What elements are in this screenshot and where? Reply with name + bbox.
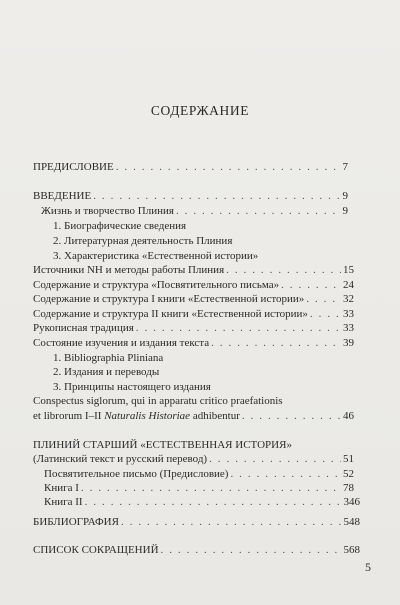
toc-page-number: 568 [343,544,360,556]
toc-label: Источники NH и методы работы Плиния [33,264,225,276]
toc-entry-study [33,337,354,350]
toc-page-number: 39 [343,337,354,349]
toc-label: Книга II [44,496,83,508]
toc-page-number: 78 [343,482,354,494]
toc-label: (Латинский текст и русский перевод) [33,453,208,465]
toc-page-number: 548 [343,516,360,528]
toc-subentry-literary: 2. Литературная деятельность Плиния [53,235,233,247]
page-title: СОДЕРЖАНИЕ [150,103,250,118]
dot-leader [136,322,341,335]
conspectus-text-a: et librorum I–II [33,410,105,422]
page-number: 5 [365,560,371,574]
dot-leader [161,544,342,557]
toc-entry-dedication-structure [33,279,354,292]
conspectus-italic-title: Naturalis Historiae [104,410,191,422]
dot-leader [306,293,341,306]
toc-subentry-characteristics: 3. Характеристика «Естественной истории» [53,250,259,262]
toc-label: Содержание и структура II книги «Естественной истории» [33,308,308,320]
toc-entry-bibliography [33,516,360,529]
toc-entry-pliny [33,453,354,466]
toc-label: Жизнь и творчество Плиния [41,205,174,217]
toc-entry-book2-structure [33,308,354,321]
toc-page-number: 52 [343,468,354,480]
toc-page-number: 24 [343,279,354,291]
toc-entry-sources [33,264,354,277]
toc-page-number: 46 [343,410,354,422]
dot-leader [176,205,341,218]
toc-label: ПРЕДИСЛОВИЕ [33,161,114,173]
dot-leader [211,337,341,350]
toc-label: Рукописная традиция [33,322,134,334]
toc-entry-introduction [33,190,348,203]
toc-subentry-editions: 2. Издания и переводы [53,366,160,378]
toc-entry-preface [33,161,348,174]
toc-section-pliny-title: ПЛИНИЙ СТАРШИЙ «ЕСТЕСТВЕННАЯ ИСТОРИЯ» [33,439,292,451]
toc-label [33,410,240,423]
toc-subentry-bibliographia: 1. Bibliographia Pliniana [53,352,164,364]
toc-page-number: 33 [343,322,354,334]
toc-label: Состояние изучения и издания текста [33,337,210,349]
toc-page-number: 32 [343,293,354,305]
toc-entry-abbreviations [33,544,360,557]
dot-leader [85,496,342,509]
dot-leader [93,190,340,203]
toc-entry-book1 [44,482,354,495]
toc-label: Посвятительное письмо (Предисловие) [44,468,229,480]
toc-entry-conspectus-line1: Conspectus siglorum, qui in apparatu critico praefationis [33,395,283,407]
toc-entry-book1-structure [33,293,354,306]
toc-label: БИБЛИОГРАФИЯ [33,516,119,528]
toc-entry-conspectus [33,410,354,423]
toc-label: Содержание и структура I книги «Естественной истории» [33,293,305,305]
toc-label: Содержание и структура «Посвятительного письма» [33,279,280,291]
dot-leader [116,161,341,174]
dot-leader [226,264,341,277]
toc-label: ВВЕДЕНИЕ [33,190,92,202]
toc-entry-manuscripts [33,322,354,335]
toc-page-number: 9 [342,205,348,217]
dot-leader [81,482,341,495]
dot-leader [281,279,341,292]
toc-label: Книга I [44,482,79,494]
toc-page-number: 346 [343,496,360,508]
conspectus-text-c: adhibentur [190,410,240,422]
toc-page-number: 15 [343,264,354,276]
toc-entry-dedication [44,468,354,481]
toc-entry-book2 [44,496,360,509]
toc-subentry-principles: 3. Принципы настоящего издания [53,381,211,393]
dot-leader [121,516,342,529]
toc-page-number: 33 [343,308,354,320]
toc-label: СПИСОК СОКРАЩЕНИЙ [33,544,159,556]
dot-leader [242,410,341,423]
dot-leader [230,468,341,481]
dot-leader [310,308,341,321]
toc-page-number: 9 [342,190,348,202]
toc-subentry-biography: 1. Биографические сведения [53,220,187,232]
toc-page-number: 7 [342,161,348,173]
dot-leader [209,453,341,466]
toc-entry-life [41,205,348,218]
toc-page-number: 51 [343,453,354,465]
